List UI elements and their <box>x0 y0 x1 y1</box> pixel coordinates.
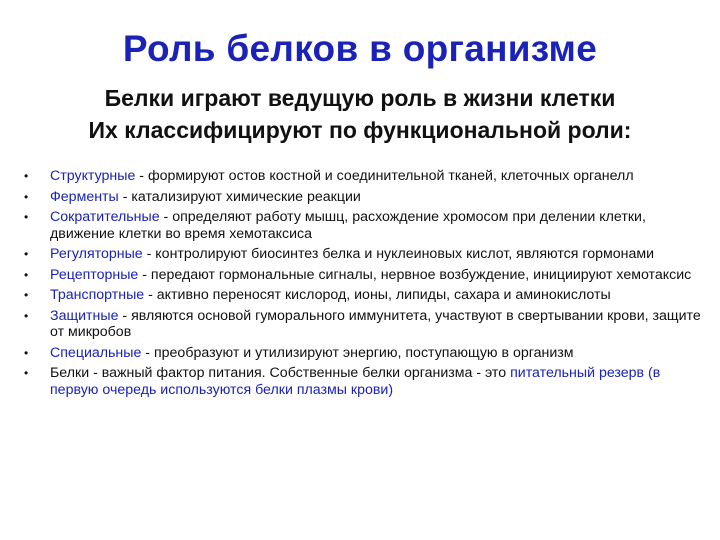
item-term: Транспортные <box>50 287 145 303</box>
bullet-icon: • <box>24 210 29 224</box>
list-item-nutrition <box>20 365 710 398</box>
item-term: Ферменты <box>50 188 119 205</box>
item-text: - контролируют биосинтез белка и нуклеиновых кислот, являются гормонами <box>142 246 655 262</box>
slide-subtitle-2: Их классифицируют по функциональной роли: <box>88 117 632 143</box>
slide-subtitle-1: Белки играют ведущую роль в жизни клетки <box>104 85 616 111</box>
bullet-icon: • <box>24 267 29 282</box>
item-text: - преобразуют и утилизируют энергию, поступающую в организм <box>141 344 574 361</box>
item-term: Структурные <box>50 168 136 184</box>
bullet-icon: • <box>24 169 29 183</box>
slide-title: Роль белков в организме <box>122 28 598 69</box>
item-term: Рецепторные <box>50 266 139 283</box>
bullet-icon: • <box>24 345 29 360</box>
list-item-protective <box>20 308 710 341</box>
bullet-icon: • <box>24 308 29 323</box>
item-highlight: питательный резерв <box>510 365 645 381</box>
item-text: - передают гормональные сигналы, нервное возбуждение, инициируют хемотаксис <box>138 266 692 283</box>
item-text: - катализируют химические реакции <box>118 188 361 205</box>
bullet-icon: • <box>24 247 29 261</box>
bullet-icon: • <box>24 366 29 380</box>
list-item-special <box>20 345 710 362</box>
item-text: - являются основой гуморального иммунитета, участвуют в свертывании крови, защите от микробов <box>50 307 701 340</box>
list-item-enzymes <box>20 189 710 206</box>
item-text: Белки - важный фактор питания. Собственные белки организма - это <box>50 365 511 381</box>
bullet-icon: • <box>24 288 29 302</box>
list-item-contractile <box>20 209 710 242</box>
item-text: - активно переносят кислород, ионы, липиды, сахара и аминокислоты <box>144 287 611 303</box>
protein-roles-list <box>20 168 710 402</box>
item-text: - формируют остов костной и соединительной тканей, клеточных органелл <box>135 168 634 184</box>
bullet-icon: • <box>24 189 29 204</box>
item-term: Регуляторные <box>50 246 143 262</box>
list-item-receptor <box>20 267 710 284</box>
item-term: Специальные <box>50 344 142 361</box>
item-tail: (в первую очередь используются белки плазмы крови) <box>50 365 661 398</box>
item-term: Сократительные <box>50 209 160 225</box>
item-term: Защитные <box>50 307 119 324</box>
list-item-regulatory <box>20 246 710 263</box>
item-text: - определяют работу мышц, расхождение хромосом при делении клетки, движение клетки во время хемотаксиса <box>50 209 646 242</box>
list-item-transport <box>20 287 710 304</box>
list-item-structural <box>20 168 710 185</box>
